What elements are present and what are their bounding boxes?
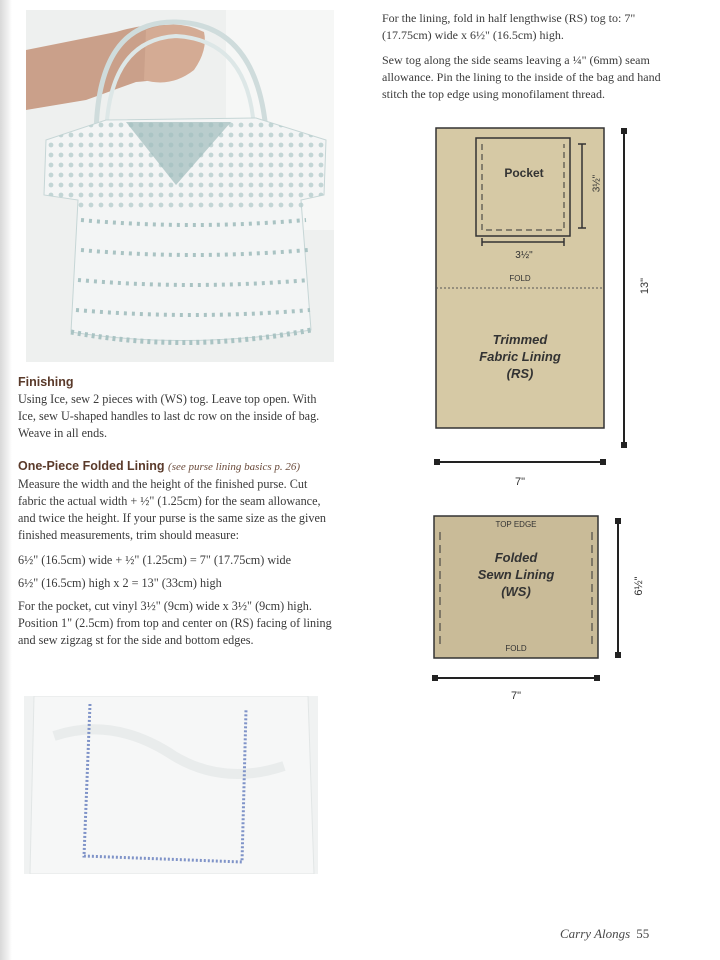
lining-label-2: Fabric Lining (479, 349, 561, 364)
lining-height-label: 13" (639, 277, 651, 295)
lining-calc-width: 6½" (16.5cm) wide + ½" (1.25cm) = 7" (17.75cm) wide (18, 553, 292, 567)
fold-label: FOLD (509, 274, 531, 283)
folded-width-label: 7" (510, 690, 522, 702)
finishing-section (18, 374, 336, 446)
folded-label-1: Folded (494, 550, 538, 565)
lining-pocket: For the pocket, cut vinyl 3½" (9cm) wide x 3½" (9cm) high. Position 1" (2.5cm) from top and center on (RS) facing of lining and sew zigzag st for the side and bottom edges. (18, 599, 332, 647)
lining-label-1: Trimmed (492, 332, 548, 347)
lining-intro: Measure the width and the height of the finished purse. Cut fabric the actual width + ½" (1.25cm) for the seam allowance, and twice the height. If your purse is the same size as the given finished measurements, trim should measure: (18, 477, 326, 542)
folded-label-3: (WS) (501, 584, 531, 599)
folded-lining-diagram (418, 510, 658, 710)
folded-label-2: Sewn Lining (477, 567, 555, 582)
lining-diagram (420, 124, 660, 494)
page-spine-shadow (0, 0, 12, 960)
finishing-text: Using Ice, sew 2 pieces with (WS) tog. Leave top open. With Ice, sew U-shaped handles to last dc row on the inside of bag. Weave in all ends. (18, 392, 320, 440)
footer-section: Carry Alongs (560, 926, 631, 941)
folded-height-label: 6½" (633, 576, 645, 596)
right-text (382, 10, 682, 107)
folded-fold-label: FOLD (505, 644, 527, 653)
finishing-heading: Finishing (18, 375, 74, 389)
lining-width-label: 7" (514, 476, 526, 488)
top-edge-label: TOP EDGE (495, 520, 537, 529)
page-footer (560, 926, 649, 942)
page-number: 55 (636, 926, 650, 941)
pocket-photo (24, 696, 318, 874)
lining-heading-note: (see purse lining basics p. 26) (168, 461, 301, 473)
lining-section (18, 458, 336, 653)
lining-label-3: (RS) (506, 366, 534, 381)
sew-instruction: Sew tog along the side seams leaving a ¼" (6mm) seam allowance. Pin the lining to the inside of the bag and hand stitch the top edge using monofilament thread. (382, 53, 661, 101)
pocket-label: Pocket (504, 166, 544, 180)
fold-instruction: For the lining, fold in half lengthwise (RS) tog to: 7" (17.75cm) wide x 6½" (16.5cm) high. (382, 11, 636, 42)
lining-heading-title: One-Piece Folded Lining (18, 459, 165, 473)
pocket-width-label: 3½" (515, 250, 533, 261)
lining-heading (18, 458, 336, 476)
lining-calc-height: 6½" (16.5cm) high x 2 = 13" (33cm) high (18, 576, 222, 590)
purse-photo (26, 10, 334, 362)
pocket-height-label: 3½" (591, 174, 603, 193)
